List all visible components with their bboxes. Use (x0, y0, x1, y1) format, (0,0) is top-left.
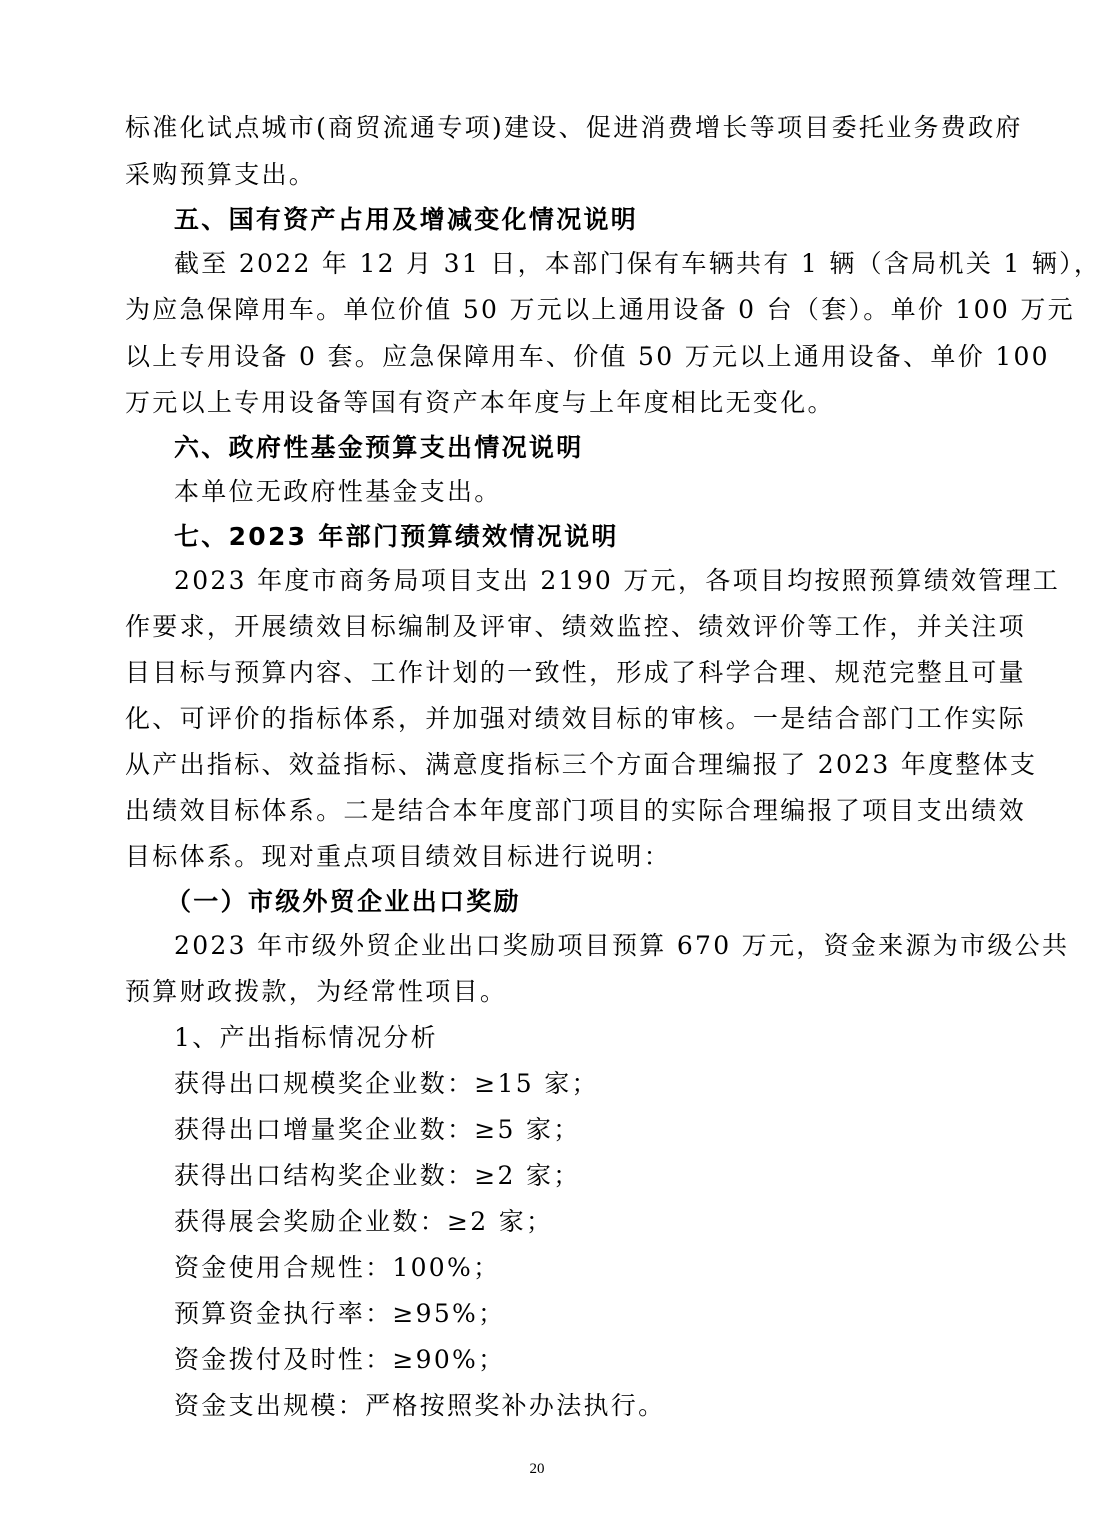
body-text-line: 本单位无政府性基金支出。 (174, 477, 502, 506)
indicator-item: 预算资金执行率：≥95%； (174, 1299, 506, 1328)
indicator-item: 获得展会奖励企业数：≥2 家； (174, 1207, 554, 1236)
body-text-line: 化、可评价的指标体系，并加强对绩效目标的审核。一是结合部门工作实际 (125, 704, 1026, 733)
section-heading-6: 六、政府性基金预算支出情况说明 (174, 433, 584, 462)
indicator-item: 资金使用合规性：100%； (174, 1253, 501, 1282)
body-text-line: 2023 年市级外贸企业出口奖励项目预算 670 万元，资金来源为市级公共 (174, 931, 1070, 960)
body-text-line: 作要求，开展绩效目标编制及评审、绩效监控、绩效评价等工作，并关注项 (125, 612, 1026, 641)
body-text-line: 为应急保障用车。单位价值 50 万元以上通用设备 0 台（套）。单价 100 万元 (125, 295, 1075, 324)
body-text-line: 标准化试点城市(商贸流通专项)建设、促进消费增长等项目委托业务费政府 (125, 113, 1023, 142)
body-text-line: 以上专用设备 0 套。应急保障用车、价值 50 万元以上通用设备、单价 100 (125, 342, 1050, 371)
indicator-item: 获得出口规模奖企业数：≥15 家； (174, 1069, 599, 1098)
body-text-line: 预算财政拨款，为经常性项目。 (125, 977, 508, 1006)
body-text-line: 2023 年度市商务局项目支出 2190 万元，各项目均按照预算绩效管理工 (174, 566, 1061, 595)
body-text-line: 1、产出指标情况分析 (174, 1023, 438, 1052)
body-text-line: 截至 2022 年 12 月 31 日，本部门保有车辆共有 1 辆（含局机关 1 辆）， (174, 249, 1101, 278)
page-number: 20 (529, 1461, 545, 1477)
body-text-line: 目目标与预算内容、工作计划的一致性，形成了科学合理、规范完整且可量 (125, 658, 1026, 687)
body-text-line: 从产出指标、效益指标、满意度指标三个方面合理编报了 2023 年度整体支 (125, 750, 1038, 779)
indicator-item: 获得出口增量奖企业数：≥5 家； (174, 1115, 581, 1144)
section-heading-5: 五、国有资产占用及增减变化情况说明 (174, 205, 639, 234)
body-text-line: 出绩效目标体系。二是结合本年度部门项目的实际合理编报了项目支出绩效 (125, 796, 1026, 825)
body-text-line: 采购预算支出。 (125, 160, 317, 189)
body-text-line: 万元以上专用设备等国有资产本年度与上年度相比无变化。 (125, 388, 835, 417)
section-heading-7: 七、2023 年部门预算绩效情况说明 (174, 522, 619, 551)
subsection-heading-1: （一）市级外贸企业出口奖励 (166, 887, 521, 916)
indicator-item: 资金拨付及时性：≥90%； (174, 1345, 506, 1374)
indicator-item: 资金支出规模：严格按照奖补办法执行。 (174, 1391, 666, 1420)
body-text-line: 目标体系。现对重点项目绩效目标进行说明： (125, 842, 672, 871)
indicator-item: 获得出口结构奖企业数：≥2 家； (174, 1161, 581, 1190)
